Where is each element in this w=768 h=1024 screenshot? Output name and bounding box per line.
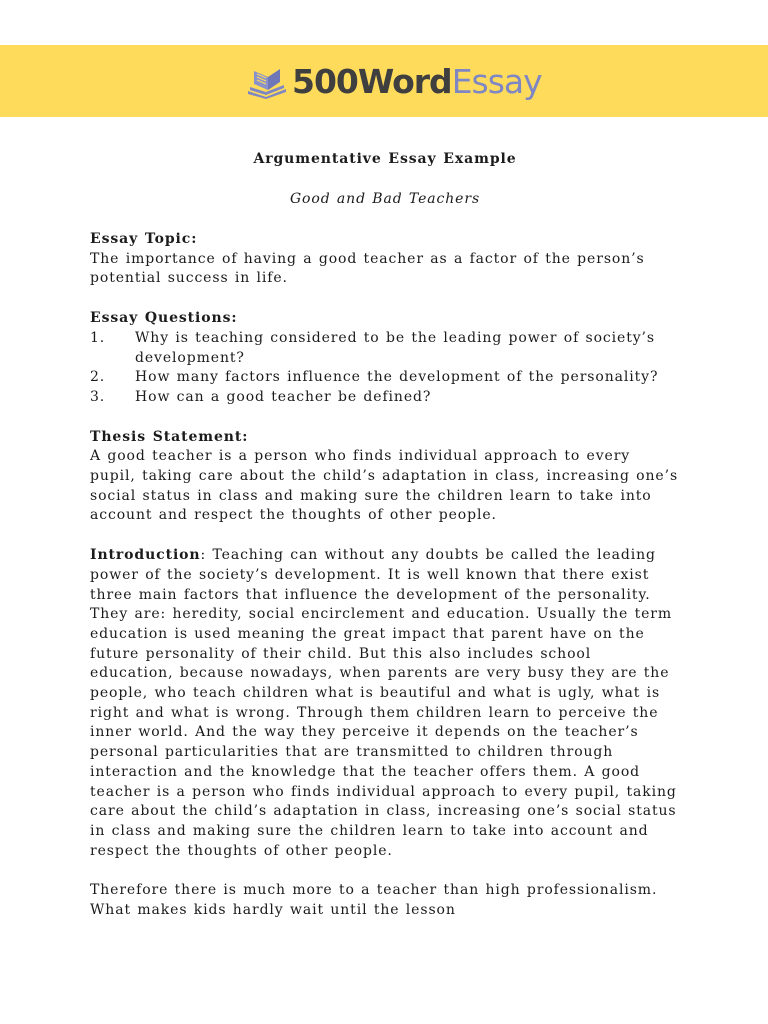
list-item: [90, 388, 680, 408]
question-text: How can a good teacher be defined?: [135, 388, 432, 405]
essay-document: [90, 150, 680, 921]
question-text: How many factors influence the development of the personality?: [135, 369, 659, 386]
list-item: [90, 329, 680, 368]
questions-list: [90, 329, 680, 408]
essay-topic-section: [90, 230, 680, 289]
question-number: 1.: [90, 329, 106, 346]
document-title: Argumentative Essay Example: [253, 151, 517, 167]
question-text: Why is teaching considered to be the leading power of society’s development?: [135, 329, 655, 366]
thesis-heading: Thesis Statement:: [90, 428, 249, 445]
introduction-text: : Teaching can without any doubts be called the leading power of the society’s development. It is well known that there exist three main factors that influence the development of the personality. They are: heredity, social encirclement and education. Usually the term education is used meaning the great impact that parent have on the future personality of their child. But this also includes school education, because nowadays, when parents are very busy they are the people, who teach children what is beautiful and what is ugly, what is right and what is wrong. Through them children learn to perceive the inner world. And the way they perceive it depends on the teacher’s personal particularities that are transmitted to children through interaction and the knowledge that the teacher offers them. A good teacher is a person who finds individual approach to every pupil, taking care about the child’s adaptation in class, increasing one’s social status in class and making sure the children learn to take into account and respect the thoughts of other people.: [90, 547, 677, 859]
logo-wordmark: [292, 60, 542, 104]
introduction-label: Introduction: [90, 547, 201, 564]
logo-number: 500: [292, 62, 358, 101]
essay-questions-heading: Essay Questions:: [90, 310, 238, 327]
closing-text: Therefore there is much more to a teacher than high professionalism. What makes kids hardly wait until the lesson: [90, 882, 658, 919]
document-subtitle: Good and Bad Teachers: [289, 191, 481, 207]
introduction-paragraph: [90, 546, 680, 861]
essay-questions-section: [90, 309, 680, 408]
essay-topic-text: The importance of having a good teacher as a factor of the person’s potential success in life.: [90, 250, 645, 287]
thesis-section: [90, 428, 680, 527]
question-number: 3.: [90, 388, 106, 405]
site-logo[interactable]: [246, 60, 542, 104]
closing-section: [90, 881, 680, 920]
list-item: [90, 368, 680, 388]
question-number: 2.: [90, 369, 106, 386]
essay-topic-heading: Essay Topic:: [90, 231, 198, 247]
thesis-text: A good teacher is a person who finds individual approach to every pupil, taking care about the child’s adaptation in class, increasing one’s social status in class and making sure the children learn to take into account and respect the thoughts of other people.: [90, 448, 679, 524]
logo-suffix: Essay: [451, 62, 542, 101]
introduction-section: [90, 546, 680, 861]
open-book-icon: [246, 65, 288, 99]
logo-word: Word: [357, 62, 452, 101]
